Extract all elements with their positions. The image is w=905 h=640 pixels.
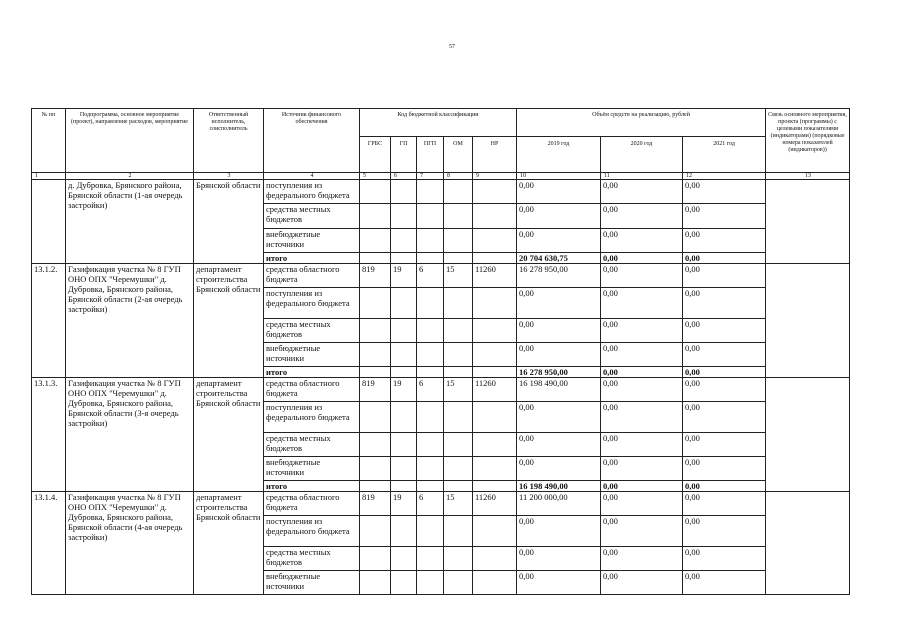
value-2019: 0,00 (517, 516, 601, 547)
total-2019: 20 704 630,75 (517, 253, 601, 264)
total-2021: 0,00 (683, 253, 766, 264)
total-2019: 16 278 950,00 (517, 367, 601, 378)
value-2019: 0,00 (517, 433, 601, 457)
code-pgp: 6 (417, 492, 444, 516)
budget-table (31, 108, 850, 595)
item-program: Газификация участка № 8 ГУП ОНО ОПХ "Черемушки" д. Дубровка, Брянского района, Брянской области (3-я очередь застройки) (66, 378, 194, 492)
code-gp: 19 (391, 378, 417, 402)
code-gp: 19 (391, 264, 417, 288)
code-pgp: 6 (417, 378, 444, 402)
header-pgp: ПГП (417, 137, 444, 173)
source-federal: поступления из федерального бюджета (264, 288, 360, 319)
code-om: 15 (444, 492, 473, 516)
code-om: 15 (444, 264, 473, 288)
source-federal: поступления из федерального бюджета (264, 402, 360, 433)
table-row (32, 264, 850, 288)
value-2021: 0,00 (683, 229, 766, 253)
code-grbs: 819 (360, 264, 391, 288)
source-local: средства местных бюджетов (264, 204, 360, 229)
value-2019: 0,00 (517, 288, 601, 319)
source-local: средства местных бюджетов (264, 433, 360, 457)
value-2019: 0,00 (517, 180, 601, 204)
header-2020: 2020 год (601, 137, 683, 173)
header-nr: НР (473, 137, 517, 173)
column-number: 13 (766, 173, 850, 180)
source-extra: внебюджетные источники (264, 343, 360, 367)
source-total: итого (264, 367, 360, 378)
value-2020: 0,00 (601, 378, 683, 402)
value-2019: 0,00 (517, 343, 601, 367)
source-extra: внебюджетные источники (264, 229, 360, 253)
value-2020: 0,00 (601, 571, 683, 595)
total-2020: 0,00 (601, 253, 683, 264)
item-link (766, 378, 850, 492)
total-2019: 16 198 490,00 (517, 481, 601, 492)
value-2020: 0,00 (601, 457, 683, 481)
header-grbs: ГРБС (360, 137, 391, 173)
column-number: 9 (473, 173, 517, 180)
item-program: Газификация участка № 8 ГУП ОНО ОПХ "Черемушки" д. Дубровка, Брянского района, Брянской области (4-ая очередь застройки) (66, 492, 194, 595)
header-gp: ГП (391, 137, 417, 173)
value-2020: 0,00 (601, 229, 683, 253)
header-source: Источник финансового обеспечения (264, 109, 360, 173)
value-2021: 0,00 (683, 319, 766, 343)
value-2019: 0,00 (517, 457, 601, 481)
source-local: средства местных бюджетов (264, 319, 360, 343)
value-2019: 0,00 (517, 319, 601, 343)
header-2019: 2019 год (517, 137, 601, 173)
value-2021: 0,00 (683, 288, 766, 319)
item-responsible: департамент строительства Брянской области (194, 378, 264, 492)
item-number (32, 180, 66, 264)
total-2021: 0,00 (683, 367, 766, 378)
column-number: 8 (444, 173, 473, 180)
source-extra: внебюджетные источники (264, 571, 360, 595)
item-link (766, 180, 850, 264)
column-number: 2 (66, 173, 194, 180)
value-2021: 0,00 (683, 343, 766, 367)
value-2021: 0,00 (683, 204, 766, 229)
value-2019: 16 198 490,00 (517, 378, 601, 402)
code-nr: 11260 (473, 264, 517, 288)
value-2020: 0,00 (601, 264, 683, 288)
item-program: Газификация участка № 8 ГУП ОНО ОПХ "Черемушки" д. Дубровка, Брянского района, Брянской области (2-ая очередь застройки) (66, 264, 194, 378)
value-2021: 0,00 (683, 547, 766, 571)
header-num: № пп (32, 109, 66, 173)
item-responsible: департамент строительства Брянской области (194, 492, 264, 595)
source-total: итого (264, 481, 360, 492)
header-responsible: Ответственный исполнитель, соисполнитель (194, 109, 264, 173)
value-2019: 0,00 (517, 547, 601, 571)
value-2020: 0,00 (601, 204, 683, 229)
item-number: 13.1.2. (32, 264, 66, 378)
value-2020: 0,00 (601, 492, 683, 516)
item-responsible: департамент строительства Брянской области (194, 264, 264, 378)
header-volume: Объём средств на реализацию, рублей (517, 109, 766, 137)
value-2020: 0,00 (601, 547, 683, 571)
code-nr: 11260 (473, 492, 517, 516)
value-2020: 0,00 (601, 180, 683, 204)
item-responsible: Брянской области (194, 180, 264, 264)
total-2020: 0,00 (601, 481, 683, 492)
code-gp: 19 (391, 492, 417, 516)
column-number: 6 (391, 173, 417, 180)
header-budget-code: Код бюджетной классификации (360, 109, 517, 137)
item-number: 13.1.4. (32, 492, 66, 595)
column-number: 10 (517, 173, 601, 180)
column-number: 1 (32, 173, 66, 180)
code-nr: 11260 (473, 378, 517, 402)
column-number: 11 (601, 173, 683, 180)
table-row (32, 180, 850, 204)
source-local: средства местных бюджетов (264, 547, 360, 571)
value-2021: 0,00 (683, 378, 766, 402)
source-extra: внебюджетные источники (264, 457, 360, 481)
code-om: 15 (444, 378, 473, 402)
column-number: 4 (264, 173, 360, 180)
value-2019: 0,00 (517, 229, 601, 253)
source-total: итого (264, 253, 360, 264)
header-link: Связь основного мероприятия, проекта (программы) с целевыми показателями (индикаторами) (порядковые номера показателей (индикаторов)) (766, 109, 850, 173)
table-row (32, 492, 850, 516)
value-2019: 0,00 (517, 204, 601, 229)
value-2021: 0,00 (683, 402, 766, 433)
value-2021: 0,00 (683, 180, 766, 204)
source-federal: поступления из федерального бюджета (264, 180, 360, 204)
header-program: Подпрограмма, основное мероприятие (проект), направление расходов, мероприятие (66, 109, 194, 173)
value-2020: 0,00 (601, 319, 683, 343)
code-grbs: 819 (360, 492, 391, 516)
value-2019: 16 278 950,00 (517, 264, 601, 288)
value-2019: 0,00 (517, 402, 601, 433)
column-number: 3 (194, 173, 264, 180)
value-2020: 0,00 (601, 516, 683, 547)
source-regional: средства областного бюджета (264, 378, 360, 402)
item-number: 13.1.3. (32, 378, 66, 492)
value-2021: 0,00 (683, 433, 766, 457)
code-grbs: 819 (360, 378, 391, 402)
column-number-row (32, 173, 850, 180)
value-2021: 0,00 (683, 264, 766, 288)
header-om: ОМ (444, 137, 473, 173)
item-program: д. Дубровка, Брянского района, Брянской области (1-ая очередь застройки) (66, 180, 194, 264)
value-2019: 0,00 (517, 571, 601, 595)
total-2020: 0,00 (601, 367, 683, 378)
column-number: 12 (683, 173, 766, 180)
value-2020: 0,00 (601, 433, 683, 457)
value-2021: 0,00 (683, 492, 766, 516)
item-link (766, 264, 850, 378)
column-number: 5 (360, 173, 391, 180)
value-2020: 0,00 (601, 343, 683, 367)
source-regional: средства областного бюджета (264, 264, 360, 288)
source-regional: средства областного бюджета (264, 492, 360, 516)
value-2020: 0,00 (601, 402, 683, 433)
value-2021: 0,00 (683, 516, 766, 547)
value-2021: 0,00 (683, 571, 766, 595)
source-federal: поступления из федерального бюджета (264, 516, 360, 547)
total-2021: 0,00 (683, 481, 766, 492)
column-number: 7 (417, 173, 444, 180)
code-pgp: 6 (417, 264, 444, 288)
table-row (32, 378, 850, 402)
value-2019: 11 200 000,00 (517, 492, 601, 516)
value-2020: 0,00 (601, 288, 683, 319)
value-2021: 0,00 (683, 457, 766, 481)
page-number: 57 (449, 44, 455, 50)
item-link (766, 492, 850, 595)
header-2021: 2021 год (683, 137, 766, 173)
